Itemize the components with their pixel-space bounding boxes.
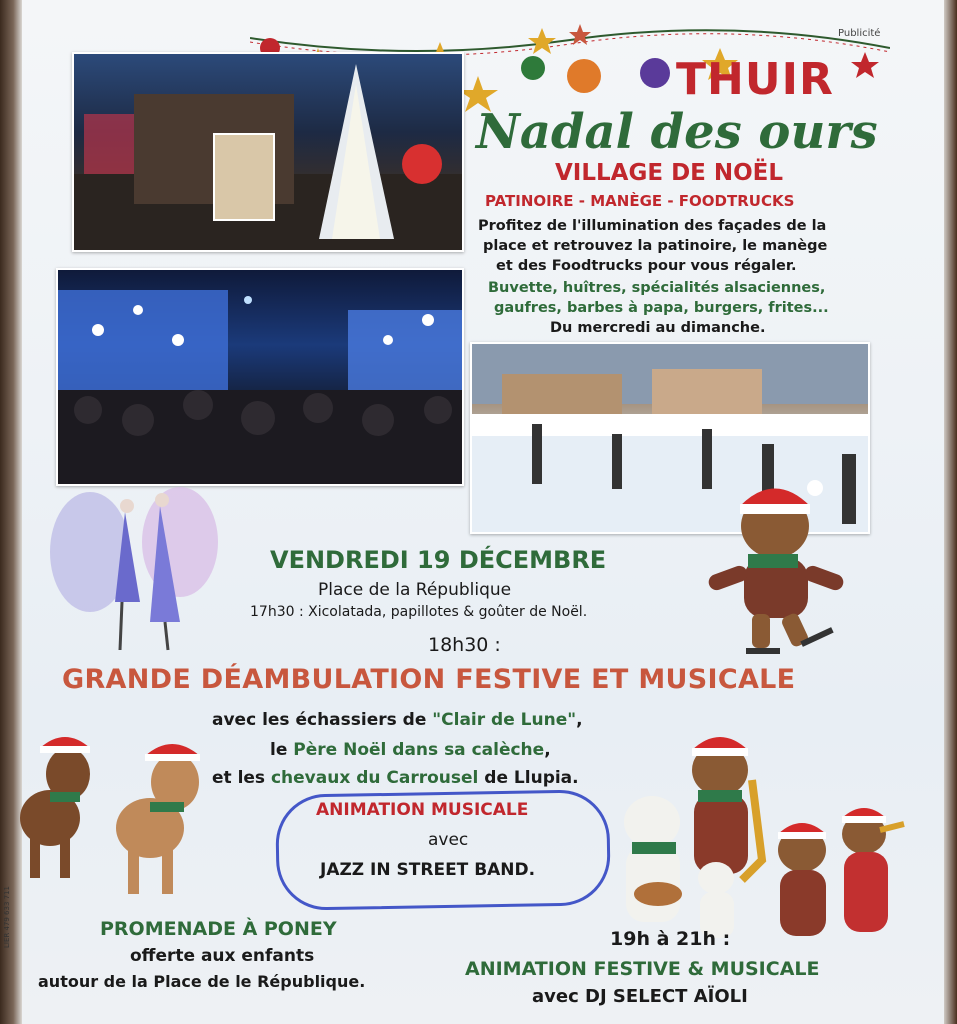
advertisement-label: Publicité (838, 28, 881, 39)
band-name: JAZZ IN STREET BAND. (320, 860, 536, 880)
event-subtitle: Nadal des ours (476, 104, 878, 160)
photo-christmas-tree-square (72, 52, 464, 252)
event-name: VILLAGE DE NOËL (555, 160, 784, 186)
pony-title: PROMENADE À PONEY (100, 918, 337, 940)
description-line: Profitez de l'illumination des façades de la (478, 218, 827, 234)
parade-title: GRANDE DÉAMBULATION FESTIVE ET MUSICALE (62, 664, 796, 695)
music-title: ANIMATION MUSICALE (316, 800, 529, 820)
parade-line-2: le Père Noël dans sa calèche, (270, 740, 551, 760)
dj-name: avec DJ SELECT AÏOLI (532, 986, 748, 1007)
pony-location: autour de la Place de le République. (38, 972, 366, 991)
ponies-illustration (10, 728, 210, 908)
opening-days: Du mercredi au dimanche. (550, 320, 766, 336)
activities-list: PATINOIRE - MANÈGE - FOODTRUCKS (485, 192, 795, 210)
bear-band-illustration (612, 730, 912, 942)
program-item-1730: 17h30 : Xicolatada, papillotes & goûter de Noël. (250, 604, 588, 620)
stilt-walkers-illustration (50, 482, 220, 654)
photo-light-show-crowd (56, 268, 464, 486)
time-1830: 18h30 : (428, 634, 501, 656)
time-19h-21h: 19h à 21h : (610, 928, 731, 950)
skating-bear-illustration (700, 476, 850, 668)
parade-line-1: avec les échassiers de "Clair de Lune", (212, 710, 583, 730)
pony-offer: offerte aux enfants (130, 946, 315, 966)
music-with: avec (428, 830, 469, 850)
margin-code: LIER 479 633 711 (3, 885, 11, 948)
event-place: Place de la République (318, 580, 512, 600)
town-title: THUIR (676, 54, 834, 105)
food-line: gaufres, barbes à papa, burgers, frites... (494, 300, 829, 316)
food-line: Buvette, huîtres, spécialités alsaciennes, (488, 280, 826, 296)
festive-title: ANIMATION FESTIVE & MUSICALE (465, 958, 820, 980)
parade-line-3: et les chevaux du Carrousel de Llupia. (212, 768, 579, 788)
event-date: VENDREDI 19 DÉCEMBRE (270, 546, 607, 574)
description-line: et des Foodtrucks pour vous régaler. (496, 258, 797, 274)
table-edge-right (944, 0, 957, 1024)
description-line: place et retrouvez la patinoire, le manège (483, 238, 828, 254)
